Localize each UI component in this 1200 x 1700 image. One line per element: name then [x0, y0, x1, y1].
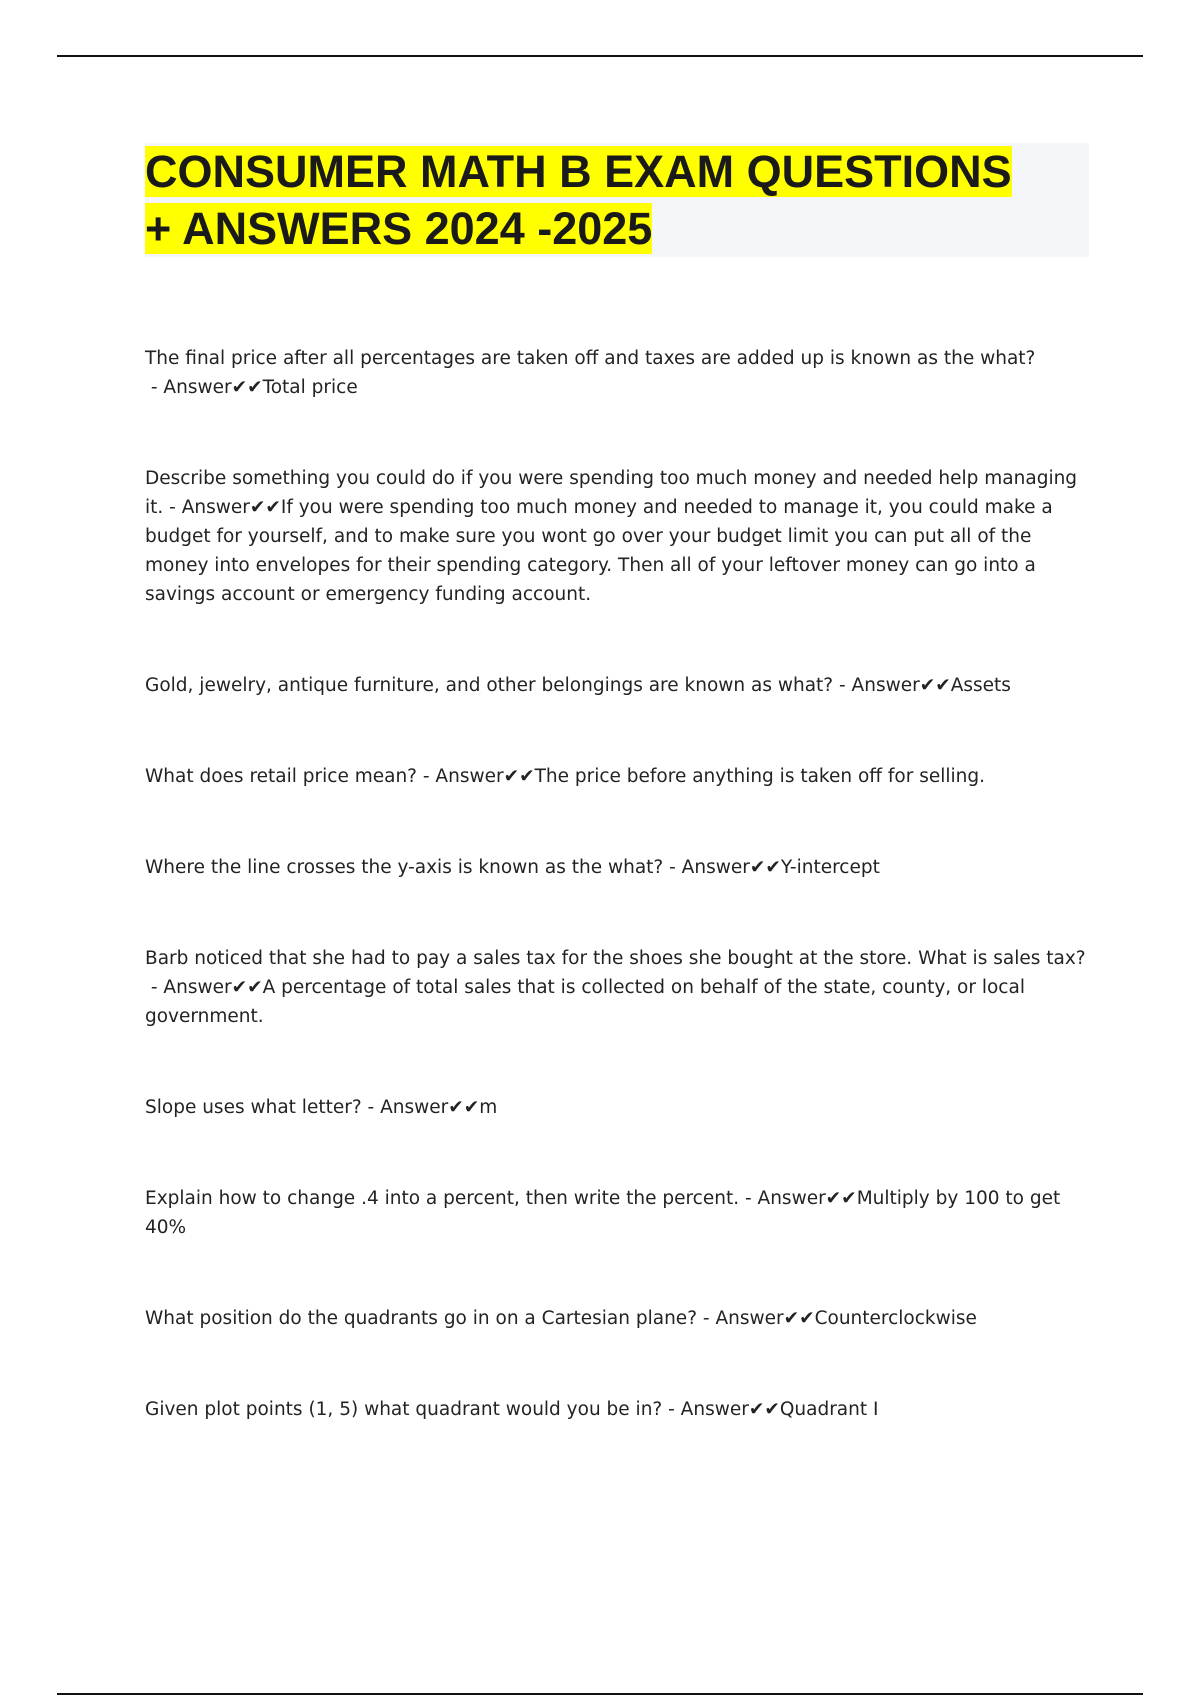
answer-text: Assets	[950, 675, 1011, 696]
top-rule	[57, 55, 1143, 57]
answer-text: Multiply by 100 to get 40%	[145, 1188, 1061, 1238]
qa-item	[145, 671, 1095, 700]
qa-item	[145, 1184, 1095, 1242]
qa-item	[145, 1395, 1095, 1424]
qa-list	[145, 344, 1095, 1424]
question-text: Explain how to change .4 into a percent, then write the percent.	[145, 1188, 740, 1209]
answer-marker: - Answer✔✔	[697, 1308, 815, 1329]
answer-text: If you were spending too much money and needed to manage it, you could make a budget for yourself, and to make sure you wont go over your budget limit you can put all of the money into envelopes for their spending category. Then all of your leftover money can go into a savings account or emergency funding account.	[145, 497, 1053, 605]
question-text: Barb noticed that she had to pay a sales tax for the shoes she bought at the store. What is sales tax?	[145, 948, 1086, 969]
title-line-1: CONSUMER MATH B EXAM QUESTIONS	[145, 146, 1012, 197]
question-text: Gold, jewelry, antique furniture, and other belongings are known as what?	[145, 675, 834, 696]
question-text: What position do the quadrants go in on a Cartesian plane?	[145, 1308, 698, 1329]
title-block	[145, 143, 1089, 257]
answer-text: Y-intercept	[780, 857, 880, 878]
question-text: Describe something you could do if you were spending too much money and needed help managing it.	[145, 468, 1078, 518]
qa-item	[145, 944, 1095, 1031]
bottom-rule	[57, 1693, 1143, 1695]
answer-text: Total price	[262, 377, 358, 398]
answer-marker: - Answer✔✔	[145, 377, 263, 398]
answer-text: Counterclockwise	[814, 1308, 977, 1329]
answer-marker: - Answer✔✔	[163, 497, 281, 518]
answer-marker: - Answer✔✔	[663, 857, 781, 878]
question-text: Where the line crosses the y-axis is known as the what?	[145, 857, 664, 878]
question-text: Given plot points (1, 5) what quadrant would you be in?	[145, 1399, 663, 1420]
qa-item	[145, 762, 1095, 791]
qa-item	[145, 1304, 1095, 1333]
question-text: Slope uses what letter?	[145, 1097, 362, 1118]
title-line-2: + ANSWERS 2024 -2025	[145, 203, 653, 254]
answer-marker: - Answer✔✔	[361, 1097, 480, 1118]
answer-text: A percentage of total sales that is collected on behalf of the state, county, or local government.	[145, 977, 1025, 1027]
answer-marker: - Answer✔✔	[662, 1399, 780, 1420]
page-title	[145, 143, 1089, 257]
answer-text: Quadrant I	[779, 1399, 879, 1420]
question-text: What does retail price mean?	[145, 766, 417, 787]
qa-item	[145, 464, 1095, 609]
question-text: The final price after all percentages are taken off and taxes are added up is known as the what?	[145, 348, 1036, 369]
qa-item	[145, 853, 1095, 882]
qa-item	[145, 344, 1095, 402]
answer-marker: - Answer✔✔	[145, 977, 263, 998]
answer-marker: - Answer✔✔	[833, 675, 951, 696]
answer-text: The price before anything is taken off for selling.	[534, 766, 986, 787]
answer-text: m	[479, 1097, 498, 1118]
answer-marker: - Answer✔✔	[739, 1188, 857, 1209]
qa-item	[145, 1093, 1095, 1122]
answer-marker: - Answer✔✔	[417, 766, 535, 787]
